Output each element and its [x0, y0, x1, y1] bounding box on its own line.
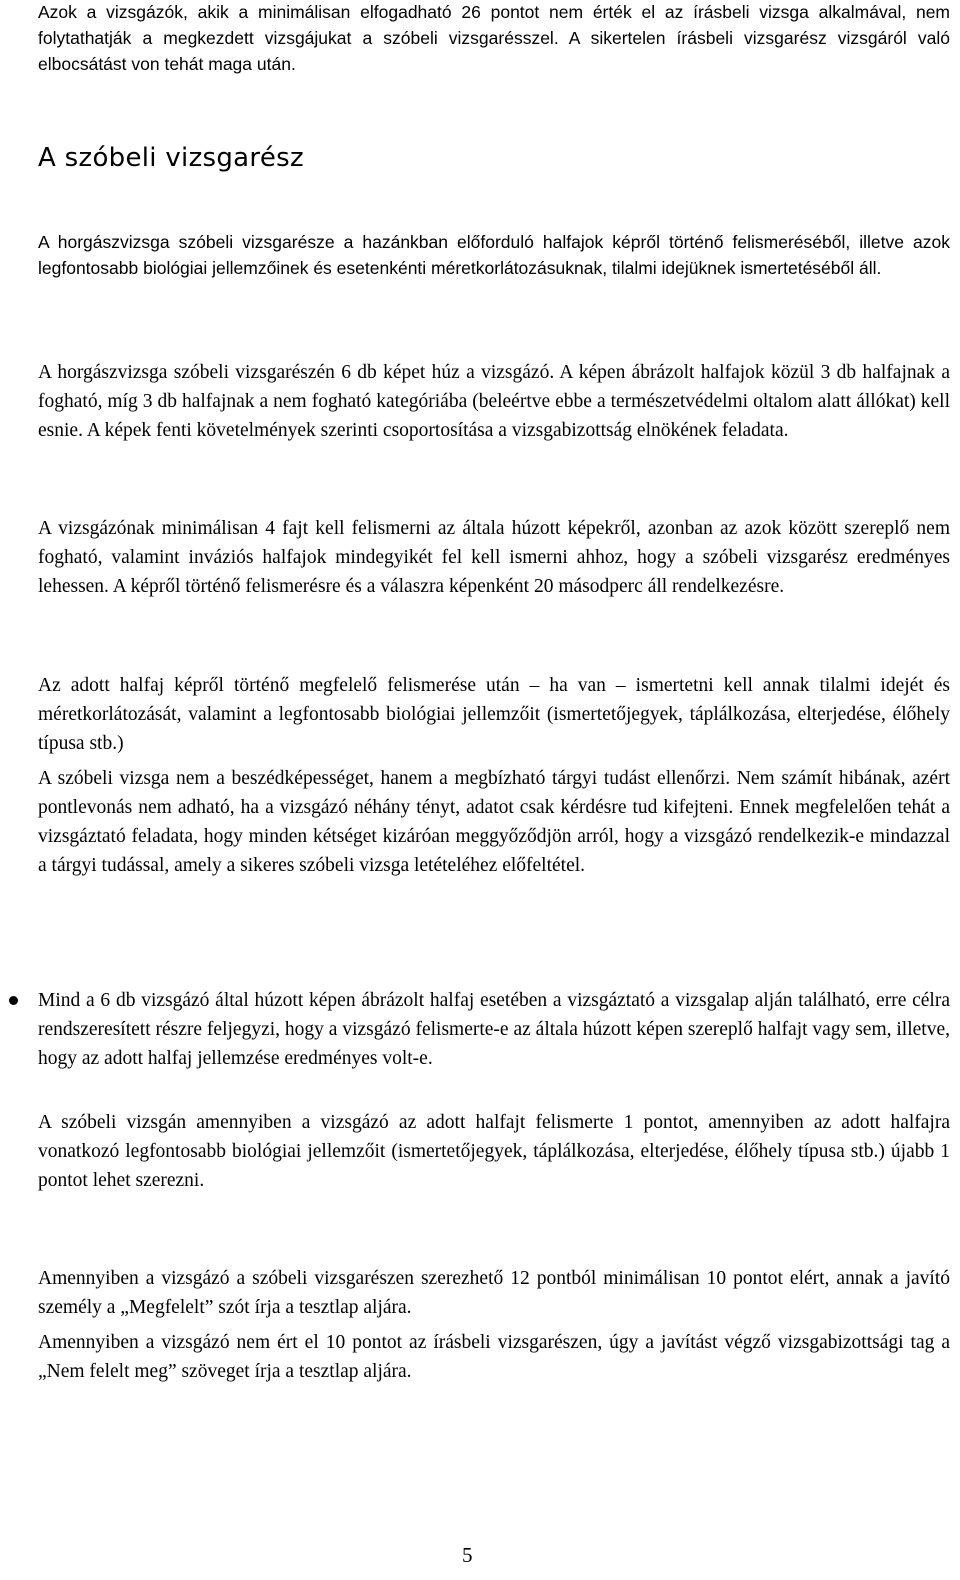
paragraph-overview: A horgászvizsga szóbeli vizsgarésze a hazánkban előforduló halfajok képről történő felismeréséből, illetve azok legfontosabb biológiai jellemzőinek és esetenkénti méretkorlátozásuknak, tilalmi idejüknek ismertetéséből áll.	[38, 232, 950, 278]
paragraph-species-details: Az adott halfaj képről történő megfelelő felismerése után – ha van – ismertetni kell annak tilalmi idejét és méretkorlátozását, valamint a legfontosabb biológiai jellemzőit (ismertetőjegyek, táplálkozása, elterjedése, élőhely típusa stb.)	[38, 675, 950, 754]
paragraph-failed: Amennyiben a vizsgázó nem ért el 10 pontot az írásbeli vizsgarészen, úgy a javítást végző vizsgabizottsági tag a „Nem felelt meg” szöveget írja a tesztlap aljára.	[38, 1332, 950, 1382]
bullet-text: Mind a 6 db vizsgázó által húzott képen ábrázolt halfaj esetében a vizsgáztató a vizsgalap alján található, erre célra rendszeresített részre feljegyzi, hogy a vizsgázó felismerte-e az általa húzott képen szereplő halfajt vagy sem, illetve, hogy az adott halfaj jellemzése eredményes volt-e.	[38, 990, 950, 1069]
paragraph-image-draw: A horgászvizsga szóbeli vizsgarészén 6 db képet húz a vizsgázó. A képen ábrázolt halfajok közül 3 db halfajnak a fogható, míg 3 db halfajnak a nem fogható kategóriába (beleértve ebbe a természetvédelmi oltalom alatt állókat) kell esnie. A képek fenti követelmények szerinti csoportosítása a vizsgabizottság elnökének feladata.	[38, 362, 950, 441]
intro-paragraph: Azok a vizsgázók, akik a minimálisan elfogadható 26 pontot nem érték el az írásbeli vizsga alkalmával, nem folytathatják a megkezdett vizsgájukat a szóbeli vizsgarésszel. A sikertelen írásbeli vizsgarész vizsgáról való elbocsátást von tehát maga után.	[38, 2, 950, 74]
paragraph-scoring: A szóbeli vizsgán amennyiben a vizsgázó az adott halfajt felismerte 1 pontot, amennyiben az adott halfajra vonatkozó legfontosabb biológiai jellemzőit (ismertetőjegyek, táplálkozása, elterjedése, élőhely típusa stb.) újabb 1 pontot lehet szerezni.	[38, 1112, 950, 1191]
page-number: 5	[462, 1543, 473, 1567]
section-heading: A szóbeli vizsgarész	[38, 143, 304, 173]
bullet-dot-icon	[9, 996, 18, 1005]
bullet-list-item	[38, 986, 950, 1073]
paragraph-recognition-minimum: A vizsgázónak minimálisan 4 fajt kell felismerni az általa húzott képekről, azonban az azok között szereplő nem fogható, valamint inváziós halfajok mindegyikét fel kell ismerni ahhoz, hogy a szóbeli vizsgarész eredményes lehessen. A képről történő felismerésre és a válaszra képenként 20 másodperc áll rendelkezésre.	[38, 518, 950, 597]
paragraph-passed: Amennyiben a vizsgázó a szóbeli vizsgarészen szerezhető 12 pontból minimálisan 10 pontot elért, annak a javító személy a „Megfelelt” szót írja a tesztlap aljára.	[38, 1268, 950, 1318]
paragraph-knowledge-assessment: A szóbeli vizsga nem a beszédképességet, hanem a megbízható tárgyi tudást ellenőrzi. Nem számít hibának, azért pontlevonás nem adható, ha a vizsgázó néhány tényt, adatot csak kérdésre tud kifejteni. Ennek megfelelően tehát a vizsgáztató feladata, hogy minden kétséget kizáróan meggyőződjön arról, hogy a vizsgázó rendelkezik-e mindazzal a tárgyi tudással, amely a sikeres szóbeli vizsga letételéhez előfeltétel.	[38, 768, 950, 876]
